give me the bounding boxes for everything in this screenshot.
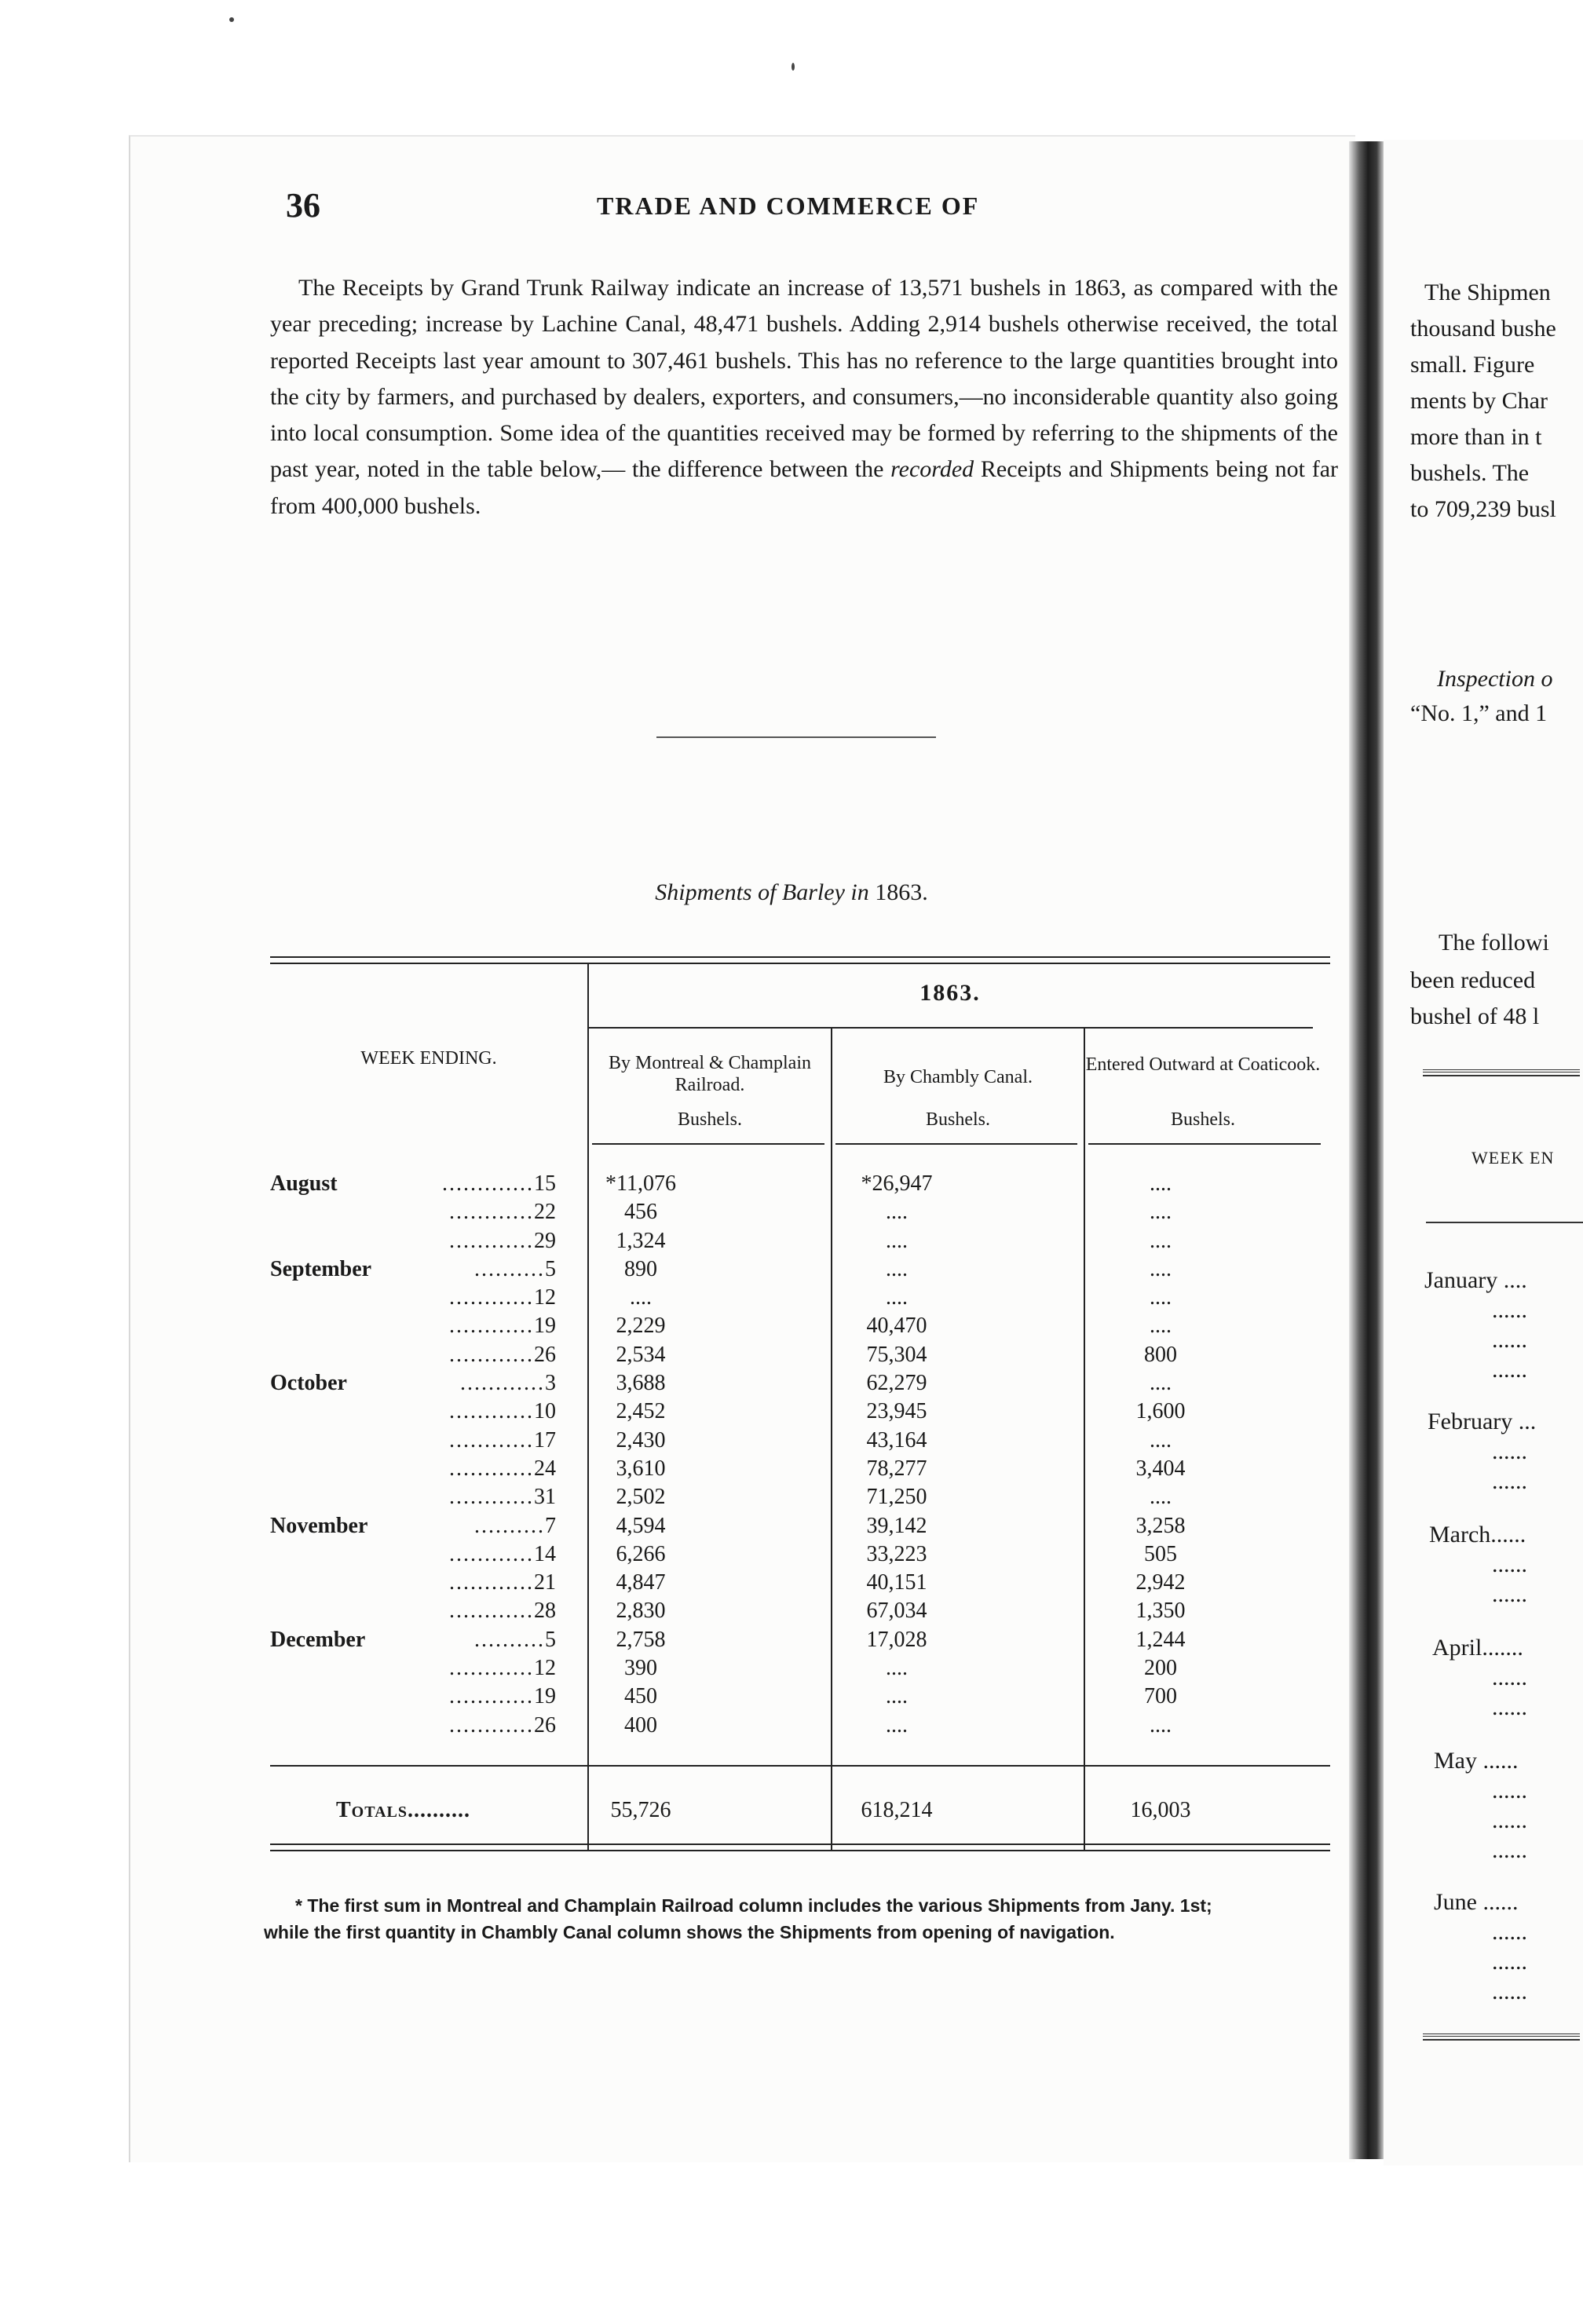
- chambly-canal-value: 62,279: [866, 1371, 927, 1396]
- leader-dots: ............: [449, 1485, 534, 1510]
- scan-speck: [229, 17, 234, 22]
- coaticook-value: 1,244: [1135, 1627, 1186, 1652]
- montreal-champlain-value: 6,266: [616, 1541, 666, 1566]
- leader-dots: ............: [449, 1684, 534, 1709]
- week-day: 21: [534, 1570, 556, 1595]
- totals-top-rule: [270, 1765, 1330, 1767]
- leader-dots: ............: [449, 1342, 534, 1367]
- table-row: [270, 1569, 1330, 1597]
- coaticook-value: ....: [1150, 1314, 1172, 1339]
- chambly-canal-value: *26,947: [861, 1171, 933, 1196]
- table-top-rule-inner: [270, 963, 1330, 964]
- right-page-table-bottom-rule: [1423, 2034, 1580, 2041]
- montreal-champlain-value: 890: [624, 1256, 657, 1281]
- footnote-line-2: while the first quantity in Chambly Canal column shows the Shipments from opening of navigation.: [264, 1922, 1115, 1942]
- table-bottom-rule-inner: [270, 1850, 1330, 1851]
- leader-dots: ............: [449, 1541, 534, 1566]
- chambly-canal-value: 33,223: [866, 1541, 927, 1566]
- right-page-dots: ......: [1492, 1778, 1527, 1803]
- table-row: [270, 1341, 1330, 1369]
- table-row: [270, 1255, 1330, 1284]
- leader-dots: ............: [449, 1314, 534, 1339]
- right-page-header-rule: [1426, 1222, 1583, 1223]
- right-page-dots: ......: [1492, 1468, 1527, 1494]
- table-row: [270, 1654, 1330, 1683]
- table-row: [270, 1597, 1330, 1625]
- table-row: [270, 1483, 1330, 1511]
- right-page-line: to 709,239 busl: [1410, 496, 1556, 522]
- montreal-champlain-value: 2,452: [616, 1399, 666, 1424]
- leader-dots: ............: [449, 1712, 534, 1738]
- week-day: 26: [534, 1342, 556, 1367]
- coaticook-value: 200: [1144, 1656, 1177, 1681]
- chambly-canal-value: 40,470: [866, 1314, 927, 1339]
- week-day: 12: [534, 1285, 556, 1310]
- table-row: [270, 1512, 1330, 1540]
- coaticook-value: 3,258: [1135, 1513, 1186, 1538]
- week-day-cell: [270, 1227, 556, 1255]
- right-page-dots: ......: [1492, 1438, 1527, 1464]
- col-coaticook-title: Entered Outward at Coaticook.: [1085, 1054, 1321, 1075]
- right-page-line: The Shipmen: [1424, 280, 1551, 305]
- week-day: 14: [534, 1541, 556, 1566]
- coaticook-value: ....: [1150, 1256, 1172, 1281]
- right-page-month: February ...: [1428, 1409, 1537, 1434]
- week-day-cell: [270, 1540, 556, 1569]
- montreal-champlain-value: 4,847: [616, 1570, 666, 1595]
- montreal-champlain-value: 2,758: [616, 1627, 666, 1652]
- week-day-cell: [270, 1626, 556, 1654]
- table-row: [270, 1540, 1330, 1569]
- week-day: 31: [534, 1485, 556, 1510]
- right-page-table-rule: [1423, 1069, 1580, 1076]
- chambly-canal-value: 23,945: [866, 1399, 927, 1424]
- week-day-cell: [270, 1455, 556, 1483]
- right-page-line: The followi: [1439, 930, 1549, 956]
- col-montreal-champlain-title: By Montreal & Champlain Railroad.: [609, 1053, 811, 1095]
- intro-text-part-1: The Receipts by Grand Trunk Railway indicate an increase of 13,571 bushels in 1863, as compared with the year preceding; increase by Lachine Canal, 48,471 bushels. Adding 2,914 bushels otherwise received, the total reported Receipts last year amount to 307,461 bushels. This has no reference to the large quantities brought into the city by farmers, and purchased by dealers, exporters, and consumers,—no inconsiderable quantity also going into local consumption. Some idea of the quantities received may be formed by referring to the shipments of the past year, noted in the table below,— the difference between the: [270, 275, 1338, 483]
- leader-dots: ..........: [474, 1256, 545, 1281]
- coaticook-value: ....: [1150, 1427, 1172, 1452]
- montreal-champlain-value: 400: [624, 1712, 657, 1738]
- right-page-dots: ......: [1492, 1664, 1527, 1690]
- chambly-canal-value: ....: [886, 1256, 908, 1281]
- montreal-champlain-value: 2,830: [616, 1599, 666, 1624]
- year-header-rule: [587, 1027, 1313, 1029]
- leader-dots: ............: [449, 1456, 534, 1481]
- montreal-champlain-value: 1,324: [616, 1228, 666, 1253]
- montreal-champlain-value: 456: [624, 1200, 657, 1225]
- chambly-canal-value: ....: [886, 1285, 908, 1310]
- leader-dots: ............: [449, 1399, 534, 1424]
- week-ending-header: WEEK ENDING.: [360, 1048, 497, 1069]
- right-page-line: bushels. The: [1410, 460, 1530, 486]
- week-day: 5: [545, 1256, 556, 1281]
- week-day: 17: [534, 1427, 556, 1452]
- leader-dots: ..........: [474, 1513, 545, 1538]
- right-page-line: small. Figure: [1410, 352, 1535, 378]
- leader-dots: ............: [449, 1427, 534, 1452]
- leader-dots: ............: [449, 1228, 534, 1253]
- montreal-champlain-value: 4,594: [616, 1513, 666, 1538]
- coaticook-value: 505: [1144, 1541, 1177, 1566]
- week-month: August: [270, 1171, 338, 1196]
- week-day: 19: [534, 1684, 556, 1709]
- week-day: 28: [534, 1599, 556, 1624]
- table-row: [270, 1455, 1330, 1483]
- chambly-canal-value: 71,250: [866, 1485, 927, 1510]
- coaticook-value: 2,942: [1135, 1570, 1186, 1595]
- table-caption-year: 1863.: [868, 879, 928, 905]
- chambly-canal-value: ....: [886, 1656, 908, 1681]
- week-month: September: [270, 1256, 372, 1281]
- week-day: 15: [534, 1171, 556, 1196]
- chambly-canal-value: 40,151: [866, 1570, 927, 1595]
- table-row: [270, 1683, 1330, 1711]
- week-day-cell: [270, 1398, 556, 1426]
- week-day-cell: [270, 1512, 556, 1540]
- week-month: November: [270, 1513, 368, 1538]
- montreal-champlain-value: 450: [624, 1684, 657, 1709]
- table-row: [270, 1284, 1330, 1312]
- right-page-month: May ......: [1434, 1748, 1519, 1774]
- week-day: 7: [545, 1513, 556, 1538]
- montreal-champlain-value: *11,076: [605, 1171, 676, 1196]
- coaticook-value: 700: [1144, 1684, 1177, 1709]
- right-page-dots: ......: [1492, 1919, 1527, 1945]
- table-row: [270, 1398, 1330, 1426]
- week-month: October: [270, 1371, 347, 1396]
- right-page-line: thousand bushe: [1410, 316, 1556, 342]
- montreal-champlain-value: 2,229: [616, 1314, 666, 1339]
- week-day: 22: [534, 1200, 556, 1225]
- book-spine: [1349, 141, 1384, 2159]
- week-day: 5: [545, 1627, 556, 1652]
- week-day: 19: [534, 1314, 556, 1339]
- coaticook-value: ....: [1150, 1285, 1172, 1310]
- total-coaticook: 16,003: [1130, 1798, 1191, 1822]
- page-number: 36: [286, 186, 320, 225]
- coaticook-value: ....: [1150, 1485, 1172, 1510]
- totals-row: [270, 1795, 1330, 1826]
- table-row: [270, 1227, 1330, 1255]
- right-page-dots: ......: [1492, 1581, 1527, 1607]
- total-montreal-champlain: 55,726: [610, 1798, 671, 1822]
- leader-dots: ............: [449, 1656, 534, 1681]
- week-day-cell: [270, 1569, 556, 1597]
- week-day-cell: [270, 1483, 556, 1511]
- leader-dots: ............: [449, 1200, 534, 1225]
- week-day-cell: [270, 1369, 556, 1398]
- table-row: [270, 1712, 1330, 1740]
- chambly-canal-value: ....: [886, 1228, 908, 1253]
- week-day: 10: [534, 1399, 556, 1424]
- week-day-cell: [270, 1170, 556, 1198]
- coaticook-value: ....: [1150, 1712, 1172, 1738]
- right-page-dots: ......: [1492, 1837, 1527, 1863]
- running-head: TRADE AND COMMERCE OF: [597, 192, 980, 220]
- coaticook-value: 1,600: [1135, 1399, 1186, 1424]
- montreal-champlain-value: 2,534: [616, 1342, 666, 1367]
- footnote: [264, 1892, 1340, 1946]
- right-page-dots: ......: [1492, 1807, 1527, 1833]
- table-body: [270, 1170, 1330, 1740]
- chambly-canal-value: 67,034: [866, 1599, 927, 1624]
- montreal-champlain-value: 3,688: [616, 1371, 666, 1396]
- week-day-cell: [270, 1427, 556, 1455]
- right-page-month: June ......: [1434, 1889, 1519, 1915]
- chambly-canal-value: 39,142: [866, 1513, 927, 1538]
- col-coaticook-unit: Bushels.: [1170, 1109, 1235, 1130]
- right-page-line: bushel of 48 l: [1410, 1003, 1540, 1029]
- chambly-canal-value: 75,304: [866, 1342, 927, 1367]
- scan-speck: [792, 63, 795, 71]
- right-page-line: more than in t: [1410, 424, 1542, 450]
- montreal-champlain-value: 390: [624, 1656, 657, 1681]
- montreal-champlain-value: 2,430: [616, 1427, 666, 1452]
- right-page-month: January ....: [1424, 1267, 1527, 1293]
- week-day: 26: [534, 1712, 556, 1738]
- chambly-canal-value: 78,277: [866, 1456, 927, 1481]
- week-day: 3: [545, 1371, 556, 1396]
- week-day-cell: [270, 1255, 556, 1284]
- right-page-dots: ......: [1492, 1327, 1527, 1353]
- table-row: [270, 1170, 1330, 1198]
- leader-dots: ..........: [474, 1627, 545, 1652]
- intro-italic-recorded: recorded: [890, 456, 974, 483]
- table-row: [270, 1427, 1330, 1455]
- coaticook-value: 800: [1144, 1342, 1177, 1367]
- week-day-cell: [270, 1284, 556, 1312]
- leader-dots: ............: [449, 1599, 534, 1624]
- right-page-line: ments by Char: [1410, 388, 1548, 414]
- right-page-week-header: WEEK EN: [1471, 1148, 1555, 1167]
- week-day-cell: [270, 1712, 556, 1740]
- totals-label: Totals..........: [336, 1798, 470, 1822]
- col-chambly-canal-title: By Chambly Canal.: [883, 1067, 1033, 1087]
- table-caption: [0, 879, 1583, 906]
- right-page-dots: ......: [1492, 1979, 1527, 2004]
- section-divider: [656, 736, 936, 738]
- week-day-cell: [270, 1312, 556, 1340]
- leader-dots: ............: [449, 1570, 534, 1595]
- week-month: December: [270, 1627, 366, 1652]
- footnote-line-1: * The first sum in Montreal and Champlain Railroad column includes the various Shipments from Jany. 1st;: [295, 1895, 1212, 1916]
- table-top-rule: [270, 956, 1330, 958]
- right-page-line: been reduced: [1410, 967, 1536, 993]
- montreal-champlain-value: ....: [630, 1285, 652, 1310]
- right-page-dots: ......: [1492, 1357, 1527, 1383]
- right-page-dots: ......: [1492, 1949, 1527, 1975]
- right-page-dots: ......: [1492, 1694, 1527, 1720]
- col-montreal-champlain-unit: Bushels.: [677, 1109, 742, 1130]
- week-day: 24: [534, 1456, 556, 1481]
- column-header-rule: [835, 1143, 1077, 1145]
- table-row: [270, 1198, 1330, 1226]
- table-bottom-rule: [270, 1843, 1330, 1845]
- col-chambly-canal-unit: Bushels.: [925, 1109, 990, 1130]
- week-day-cell: [270, 1683, 556, 1711]
- week-day: 12: [534, 1656, 556, 1681]
- chambly-canal-value: 43,164: [866, 1427, 927, 1452]
- table-row: [270, 1312, 1330, 1340]
- year-header: 1863.: [919, 980, 981, 1006]
- montreal-champlain-value: 2,502: [616, 1485, 666, 1510]
- barley-shipments-table: [270, 939, 1330, 1850]
- coaticook-value: ....: [1150, 1371, 1172, 1396]
- right-page-dots: ......: [1492, 1297, 1527, 1323]
- right-page-month: April.......: [1432, 1635, 1523, 1661]
- chambly-canal-value: ....: [886, 1684, 908, 1709]
- week-day: 29: [534, 1228, 556, 1253]
- table-row: [270, 1626, 1330, 1654]
- coaticook-value: ....: [1150, 1171, 1172, 1196]
- coaticook-value: ....: [1150, 1228, 1172, 1253]
- coaticook-value: 3,404: [1135, 1456, 1186, 1481]
- week-day-cell: [270, 1198, 556, 1226]
- table-caption-italic: Shipments of Barley in: [655, 879, 869, 905]
- intro-paragraph: [270, 270, 1338, 524]
- leader-dots: ............: [460, 1371, 545, 1396]
- intro-text-part-2: Receipts and Shipments being not far from 400,000 bushels.: [270, 456, 1339, 519]
- total-chambly-canal: 618,214: [861, 1798, 933, 1822]
- column-header-rule: [1088, 1143, 1321, 1145]
- leader-dots: ............: [449, 1285, 534, 1310]
- right-page-inspection-cont: “No. 1,” and 1: [1410, 700, 1548, 726]
- chambly-canal-value: 17,028: [866, 1627, 927, 1652]
- week-day-cell: [270, 1654, 556, 1683]
- coaticook-value: ....: [1150, 1200, 1172, 1225]
- right-page-month: March......: [1429, 1522, 1526, 1548]
- montreal-champlain-value: 3,610: [616, 1456, 666, 1481]
- week-day-cell: [270, 1597, 556, 1625]
- table-row: [270, 1369, 1330, 1398]
- chambly-canal-value: ....: [886, 1200, 908, 1225]
- right-page-inspection: Inspection o: [1437, 666, 1553, 692]
- coaticook-value: 1,350: [1135, 1599, 1186, 1624]
- leader-dots: .............: [442, 1171, 534, 1196]
- chambly-canal-value: ....: [886, 1712, 908, 1738]
- right-page-dots: ......: [1492, 1551, 1527, 1577]
- column-header-rule: [592, 1143, 824, 1145]
- week-day-cell: [270, 1341, 556, 1369]
